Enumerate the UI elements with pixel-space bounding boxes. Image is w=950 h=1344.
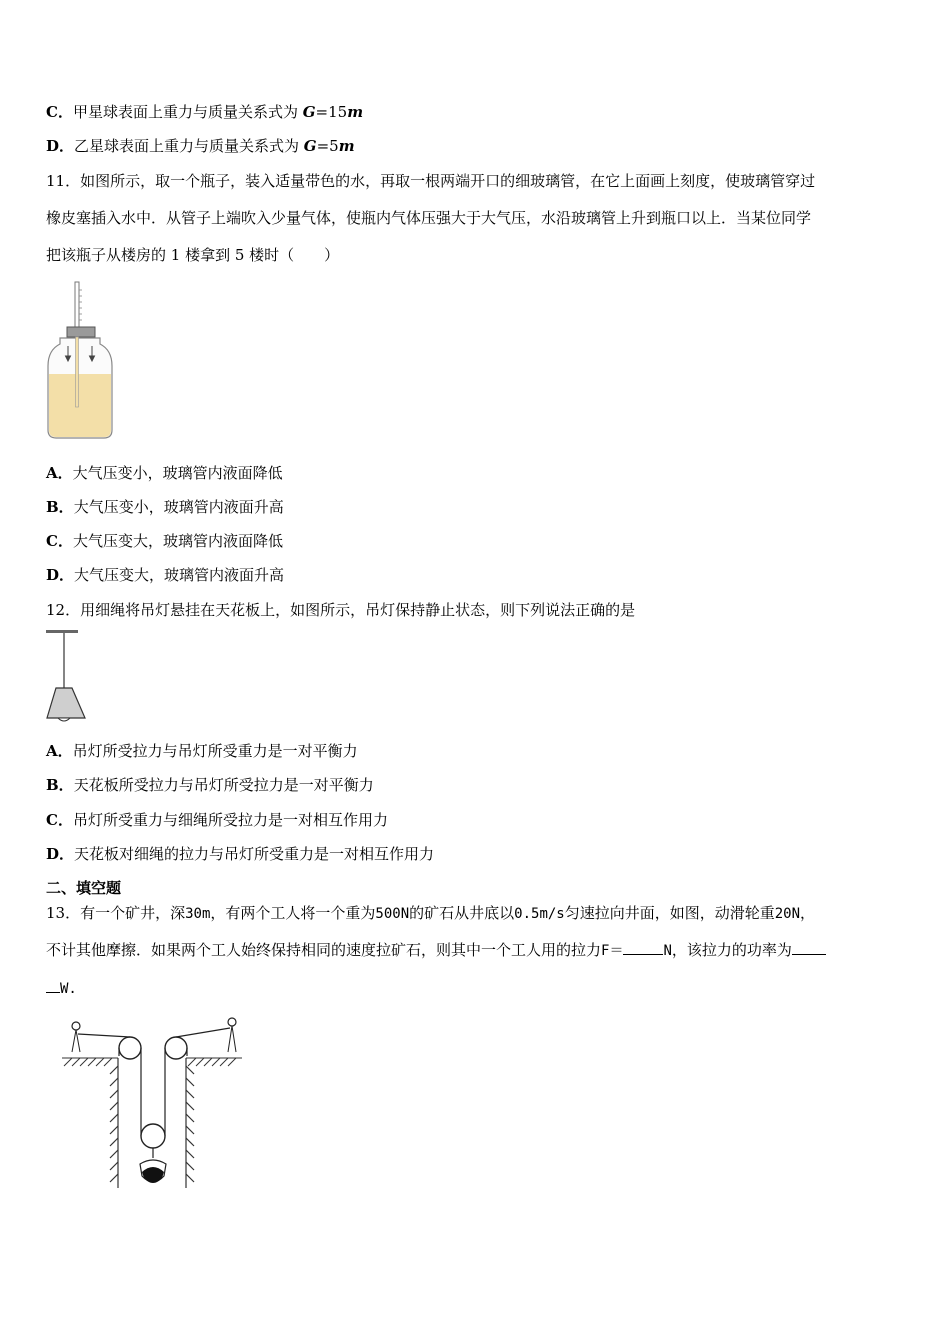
lamp-figure	[44, 628, 92, 726]
colored-water	[49, 374, 111, 437]
unit-n: N	[663, 943, 672, 959]
text-part: ，该拉力的功率为	[671, 941, 792, 959]
formula-g: G	[302, 103, 316, 121]
option-text: 天花板所受拉力与吊灯所受拉力是一对平衡力	[73, 776, 374, 794]
q11-stem-line1	[46, 171, 815, 191]
q11-option-b	[46, 497, 284, 517]
option-label: C．	[46, 103, 73, 121]
depth-value: 30m	[185, 906, 211, 922]
formula-m: m	[347, 103, 364, 121]
formula-eq: =5	[316, 137, 339, 155]
formula-m: m	[338, 137, 355, 155]
question-text: 用细绳将吊灯悬挂在天花板上，如图所示，吊灯保持静止状态，则下列说法正确的是	[80, 601, 636, 619]
option-label: A．	[46, 742, 73, 760]
option-text: 大气压变大，玻璃管内液面升高	[74, 566, 285, 584]
pulley-weight-value: 20N	[774, 906, 801, 922]
q11-option-d	[46, 565, 284, 585]
option-label: C．	[46, 532, 73, 550]
formula-eq: =15	[315, 103, 348, 121]
text-part: ，有两个工人将一个重为	[210, 904, 376, 922]
text-part: 有一个矿井，深	[80, 904, 186, 922]
q12-stem	[46, 600, 635, 620]
option-text: 吊灯所受重力与细绳所受拉力是一对相互作用力	[72, 811, 388, 829]
q13-stem-line2	[46, 940, 826, 961]
q13-stem-line1	[46, 903, 815, 924]
option-text: 吊灯所受拉力与吊灯所受重力是一对平衡力	[72, 742, 358, 760]
section-title: 二、填空题	[46, 879, 122, 897]
option-text: 天花板对细绳的拉力与吊灯所受重力是一对相互作用力	[74, 845, 435, 863]
text-part: 匀速拉向井面，如图，动滑轮重	[564, 904, 775, 922]
q12-option-d	[46, 844, 434, 864]
ground-hatch	[62, 1058, 242, 1066]
fixed-pulley-right	[165, 1037, 187, 1059]
unit-w: W.	[60, 981, 77, 997]
text-part: 不计其他摩擦．如果两个工人始终保持相同的速度拉矿石，则其中一个工人用的拉力	[46, 941, 602, 959]
option-label: B．	[46, 776, 74, 794]
answer-blank-force[interactable]	[623, 940, 663, 955]
anchors	[72, 1026, 236, 1052]
fixed-pulley-left	[119, 1037, 141, 1059]
weight-value: 500N	[375, 906, 410, 922]
question-number: 13．	[46, 904, 81, 922]
answer-blank-power-start[interactable]	[792, 940, 826, 955]
option-label: A．	[46, 464, 73, 482]
q10-option-d	[46, 136, 355, 156]
option-label: D．	[46, 845, 75, 863]
q10-option-c	[46, 102, 363, 122]
text-part: 的矿石从井底以	[409, 904, 515, 922]
ceiling	[46, 630, 78, 633]
pulley-figure	[58, 1016, 248, 1194]
bulb	[58, 718, 70, 721]
question-number: 11．	[46, 172, 81, 190]
option-label: D．	[46, 137, 75, 155]
q12-option-b	[46, 775, 374, 795]
q12-option-a	[46, 741, 358, 761]
movable-pulley	[141, 1124, 165, 1148]
worker-right	[228, 1018, 236, 1026]
option-text: 甲星球表面上重力与质量关系式为	[72, 103, 303, 121]
tube-water-column	[76, 337, 79, 407]
text-part: ，	[800, 904, 816, 922]
option-label: C．	[46, 811, 73, 829]
q11-option-a	[46, 463, 283, 483]
option-text: 大气压变小，玻璃管内液面升高	[73, 498, 284, 516]
answer-blank-power-end[interactable]	[46, 978, 60, 993]
option-text: 大气压变大，玻璃管内液面降低	[72, 532, 283, 550]
q11-stem-line3: 把该瓶子从楼房的 1 楼拿到 5 楼时（ ）	[46, 246, 340, 264]
lamp-shade	[47, 688, 85, 718]
q13-stem-line3	[46, 978, 77, 999]
option-label: B．	[46, 498, 74, 516]
question-text: 如图所示，取一个瓶子，装入适量带色的水，再取一根两端开口的细玻璃管，在它上面画上刻度，使玻璃管穿过	[80, 172, 816, 190]
q11-stem-line2: 橡皮塞插入水中．从管子上端吹入少量气体，使瓶内气体压强大于大气压，水沿玻璃管上升到瓶口以上．当某位同学	[46, 209, 812, 227]
question-number: 12．	[46, 601, 81, 619]
option-text: 大气压变小，玻璃管内液面降低	[72, 464, 283, 482]
force-symbol: F＝	[601, 943, 624, 959]
formula-g: G	[303, 137, 317, 155]
option-text: 乙星球表面上重力与质量关系式为	[74, 137, 304, 155]
bottle-figure	[44, 280, 116, 442]
worker-left	[72, 1022, 80, 1030]
option-label: D．	[46, 566, 75, 584]
rubber-stopper	[67, 327, 95, 337]
q11-option-c	[46, 531, 283, 551]
ropes	[78, 1028, 230, 1136]
speed-value: 0.5m/s	[514, 906, 565, 922]
q12-option-c	[46, 810, 388, 830]
